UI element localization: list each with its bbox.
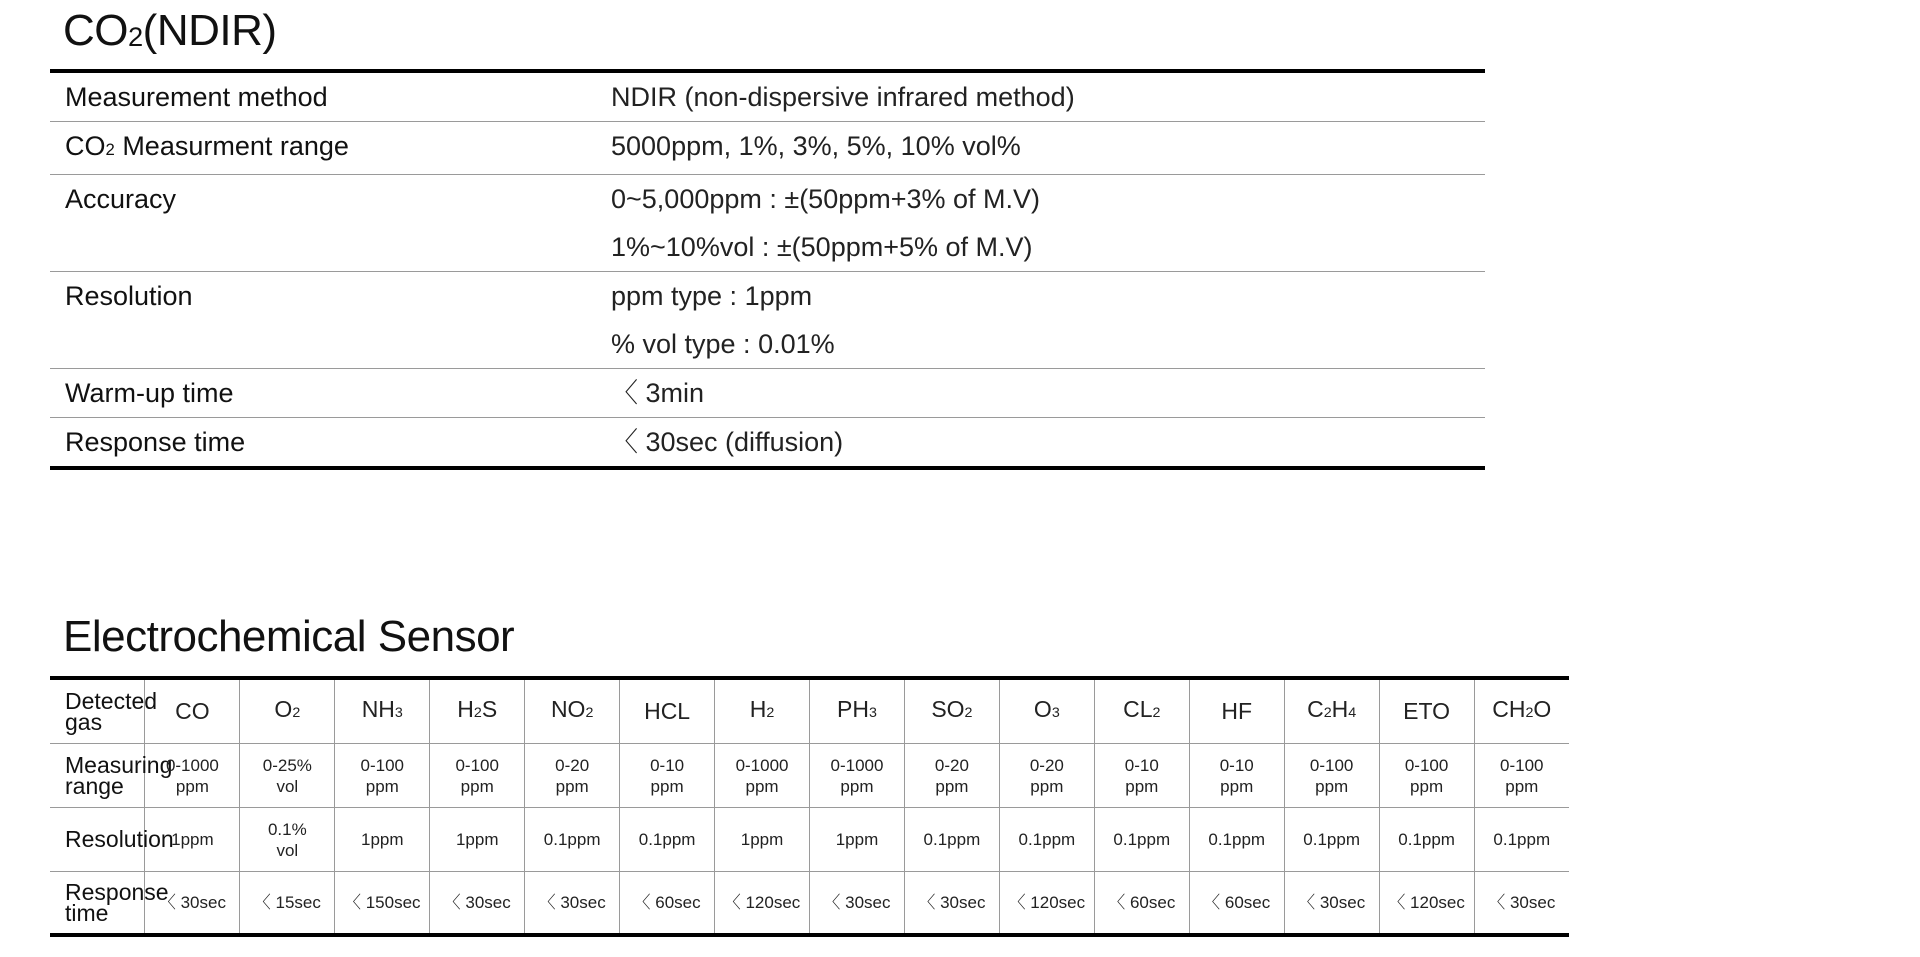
range-line: 0-10 (1124, 755, 1159, 775)
response-cell: 〈 30sec (1474, 872, 1569, 936)
resolution-line: 1ppm (455, 830, 499, 849)
range-line: ppm (175, 776, 209, 796)
gas-subscript: 2 (964, 705, 973, 722)
title-text: (NDIR) (142, 6, 277, 55)
response-cell: 〈 30sec (430, 872, 525, 936)
range-line: ppm (460, 776, 494, 796)
spec-value-line: ppm type : 1ppm (611, 281, 813, 311)
range-line: ppm (1410, 776, 1444, 796)
spec-value (611, 272, 1485, 369)
resolution-cell (430, 808, 525, 872)
resolution-line: 0.1ppm (1493, 830, 1551, 849)
range-line: 0-10 (1219, 755, 1254, 775)
gas-name: NH (361, 696, 395, 722)
range-line: ppm (650, 776, 684, 796)
range-cell (1379, 744, 1474, 808)
range-line: ppm (1315, 776, 1349, 796)
resolution-cell (335, 808, 430, 872)
spec-label (50, 122, 611, 175)
gas-subscript: 3 (1051, 705, 1060, 722)
response-cell: 〈 150sec (335, 872, 430, 936)
range-line: 0-10 (650, 755, 685, 775)
label-text: Measurment range (114, 131, 349, 161)
response-cell: 〈 120sec (715, 872, 810, 936)
range-cell (335, 744, 430, 808)
range-cell (1474, 744, 1569, 808)
response-cell: 〈 30sec (904, 872, 999, 936)
resolution-line: 1ppm (361, 830, 404, 849)
spec-label: Warm-up time (50, 369, 611, 418)
spec-value-line: 〈 3min (611, 378, 705, 408)
gas-name: PH (837, 696, 869, 722)
gas-cell (715, 678, 810, 744)
response-time-row (50, 872, 1569, 936)
range-line: 0-20 (555, 755, 590, 775)
resolution-line: 0.1ppm (1018, 830, 1076, 849)
resolution-line: 0.1ppm (1113, 830, 1171, 849)
range-line: ppm (365, 776, 399, 796)
gas-name: S (481, 696, 498, 722)
response-cell: 〈 15sec (240, 872, 335, 936)
gas-name: H (1331, 696, 1349, 722)
gas-subscript: 2 (1152, 705, 1161, 722)
response-cell: 〈 120sec (1379, 872, 1474, 936)
spec-value (611, 418, 1485, 469)
range-line: vol (276, 776, 299, 796)
spec-value-line: NDIR (non-dispersive infrared method) (611, 82, 1075, 112)
spec-value-line: 0~5,000ppm : ±(50ppm+3% of M.V) (611, 184, 1041, 214)
range-line: 0-1000 (165, 755, 219, 775)
gas-cell (525, 678, 620, 744)
resolution-cell (1094, 808, 1189, 872)
range-line: 0-20 (1029, 755, 1064, 775)
row-label: Resolution (50, 808, 145, 872)
gas-name: O (1033, 696, 1052, 722)
range-line: 0-20 (934, 755, 969, 775)
gas-subscript: 2 (292, 705, 301, 722)
row-label: Response time (65, 878, 169, 926)
spec-row (50, 122, 1485, 175)
response-cell: 〈 60sec (1094, 872, 1189, 936)
spec-value (611, 369, 1485, 418)
spec-row (50, 369, 1485, 418)
gas-cell (620, 678, 715, 744)
range-line: ppm (1030, 776, 1064, 796)
resolution-line: 1ppm (835, 830, 879, 849)
row-label: Detected gas (50, 678, 145, 744)
co2-section-title (63, 6, 277, 56)
resolution-cell (904, 808, 999, 872)
gas-subscript: 2 (766, 705, 775, 722)
range-line: ppm (745, 776, 779, 796)
electrochemical-section-title: Electrochemical Sensor (63, 612, 515, 661)
label-text: CO (65, 131, 106, 161)
spec-value-line: 1%~10%vol : ±(50ppm+5% of M.V) (611, 232, 1033, 262)
range-line: ppm (840, 776, 874, 796)
range-line: 0-100 (1500, 755, 1544, 775)
resolution-cell (240, 808, 335, 872)
resolution-cell (1379, 808, 1474, 872)
gas-name: CH (1492, 696, 1526, 722)
range-line: ppm (1220, 776, 1254, 796)
detected-gas-row (50, 678, 1569, 744)
spec-label: Response time (65, 427, 246, 457)
spec-value (611, 71, 1485, 122)
gas-cell (1379, 678, 1474, 744)
gas-name: SO (931, 696, 965, 722)
response-cell: 〈 30sec (145, 872, 240, 936)
resolution-line: 0.1% (267, 819, 307, 839)
gas-subscript: 4 (1348, 705, 1357, 722)
spec-label: Resolution (50, 272, 611, 369)
range-line: ppm (1125, 776, 1159, 796)
resolution-line: vol (276, 840, 299, 860)
spec-row (50, 71, 1485, 122)
resolution-line: 1ppm (740, 830, 784, 849)
gas-subscript: 2 (1323, 705, 1332, 722)
range-line: 0-1000 (830, 755, 884, 775)
gas-cell (145, 678, 240, 744)
electrochemical-sensor-table (50, 676, 1569, 937)
gas-cell (240, 678, 335, 744)
range-line: ppm (1505, 776, 1539, 796)
range-cell (430, 744, 525, 808)
gas-cell (1474, 678, 1569, 744)
resolution-cell (1284, 808, 1379, 872)
resolution-cell (620, 808, 715, 872)
gas-name: ETO (1403, 698, 1451, 724)
response-cell: 〈 30sec (810, 872, 905, 936)
range-line: 0-25% (262, 755, 312, 775)
range-cell (620, 744, 715, 808)
range-cell (810, 744, 905, 808)
spec-value (611, 175, 1485, 272)
spec-value-line: 5000ppm, 1%, 3%, 5%, 10% vol% (611, 131, 1021, 161)
resolution-cell (1189, 808, 1284, 872)
range-line: 0-100 (1309, 755, 1354, 775)
response-cell: 〈 120sec (999, 872, 1094, 936)
range-line: 0-100 (360, 755, 405, 775)
range-line: 0-100 (1404, 755, 1449, 775)
resolution-line: 0.1ppm (1303, 830, 1360, 849)
gas-subscript: 2 (1525, 705, 1534, 722)
gas-subscript: 3 (868, 705, 877, 722)
gas-cell (1189, 678, 1284, 744)
range-line: 0-1000 (735, 755, 789, 775)
spec-row (50, 272, 1485, 369)
range-line: 0-100 (455, 755, 499, 775)
resolution-line: 0.1ppm (543, 830, 601, 849)
spec-row (50, 175, 1485, 272)
gas-name: CO (175, 698, 210, 724)
response-cell: 〈 60sec (1189, 872, 1284, 936)
title-text: CO (63, 6, 128, 55)
gas-name: O (274, 696, 293, 722)
range-cell (999, 744, 1094, 808)
gas-name: CL (1123, 696, 1153, 722)
spec-value-line: 〈 30sec (diffusion) (611, 427, 844, 457)
resolution-line: 0.1ppm (1398, 830, 1455, 849)
range-cell (240, 744, 335, 808)
spec-row (50, 418, 1485, 469)
co2-spec-table (50, 69, 1485, 470)
gas-name: H (457, 696, 474, 722)
gas-name: NO (550, 696, 586, 722)
response-cell: 〈 30sec (1284, 872, 1379, 936)
row-label: Measuring range (50, 744, 145, 808)
resolution-row (50, 808, 1569, 872)
gas-cell (430, 678, 525, 744)
range-cell (1189, 744, 1284, 808)
spec-value-line: % vol type : 0.01% (611, 329, 835, 359)
range-cell (715, 744, 810, 808)
gas-subscript: 2 (473, 705, 482, 722)
gas-cell (904, 678, 999, 744)
measuring-range-row (50, 744, 1569, 808)
response-cell: 〈 60sec (620, 872, 715, 936)
resolution-cell (715, 808, 810, 872)
gas-name: HF (1221, 698, 1253, 724)
spec-label: Measurement method (50, 71, 611, 122)
label-subscript: 2 (105, 140, 115, 160)
gas-name: O (1533, 696, 1552, 722)
resolution-cell (810, 808, 905, 872)
range-cell (525, 744, 620, 808)
resolution-cell (525, 808, 620, 872)
gas-cell (1094, 678, 1189, 744)
gas-cell (810, 678, 905, 744)
range-cell (1094, 744, 1189, 808)
response-cell: 〈 30sec (525, 872, 620, 936)
resolution-cell (999, 808, 1094, 872)
spec-value (611, 122, 1485, 175)
gas-cell (335, 678, 430, 744)
resolution-line: 0.1ppm (638, 830, 696, 849)
spec-label: Accuracy (50, 175, 611, 272)
resolution-cell (1474, 808, 1569, 872)
resolution-line: 0.1ppm (923, 830, 981, 849)
range-cell (1284, 744, 1379, 808)
range-line: ppm (555, 776, 589, 796)
resolution-line: 1ppm (171, 830, 214, 849)
title-subscript: 2 (128, 20, 143, 52)
gas-name: C (1307, 696, 1324, 722)
gas-cell (999, 678, 1094, 744)
gas-subscript: 3 (394, 705, 403, 722)
gas-name: HCL (644, 698, 691, 724)
gas-name: H (749, 696, 767, 722)
resolution-line: 0.1ppm (1208, 830, 1266, 849)
gas-subscript: 2 (585, 705, 594, 722)
range-cell (904, 744, 999, 808)
gas-cell (1284, 678, 1379, 744)
range-line: ppm (935, 776, 969, 796)
